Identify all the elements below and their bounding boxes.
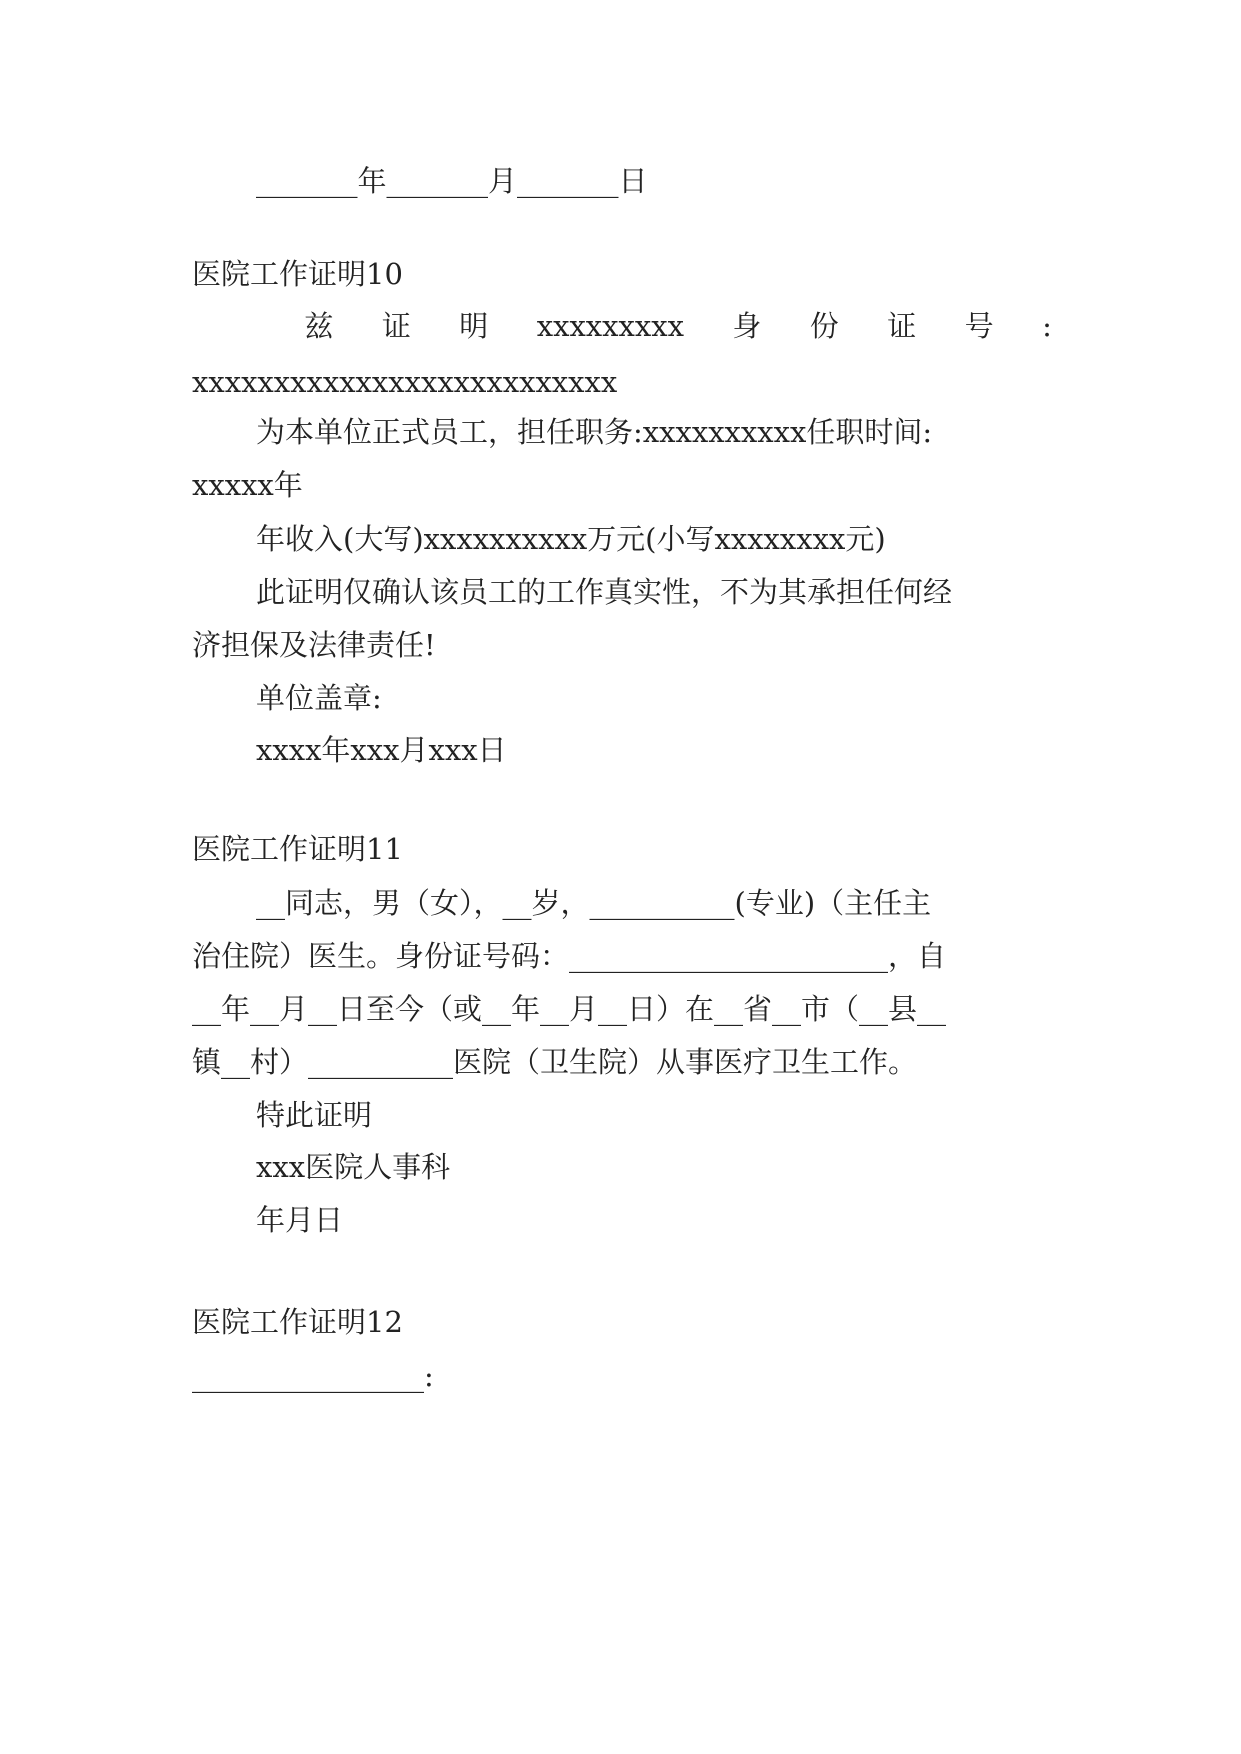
- text-fragment: 明: [459, 309, 489, 343]
- text-fragment: 身: [732, 309, 762, 343]
- section-10-heading: 医院工作证明10: [192, 257, 403, 291]
- section-10-line-6: 此证明仅确认该员工的工作真实性，不为其承担任何经: [256, 575, 953, 609]
- text-fragment: 兹: [304, 309, 334, 343]
- section-10-line-7: 济担保及法律责任!: [192, 628, 436, 662]
- section-11-heading: 医院工作证明11: [192, 832, 403, 866]
- section-11-line-2: 治住院）医生。身份证号码：______________________，自: [192, 939, 947, 973]
- text-fragment: :: [1042, 309, 1052, 343]
- section-11-line-3: __年__月__日至今（或__年__月__日）在__省__市（__县__: [192, 992, 947, 1026]
- text-fragment: 号: [964, 309, 994, 343]
- section-10-line-2: xxxxxxxxxxxxxxxxxxxxxxxxxx: [192, 365, 618, 399]
- section-10-line-5: 年收入(大写)xxxxxxxxxx万元(小写xxxxxxxx元): [256, 522, 886, 556]
- section-10-line-3: 为本单位正式员工，担任职务:xxxxxxxxxx任职时间:: [256, 415, 933, 449]
- section-11-line-4: 镇__村）__________医院（卫生院）从事医疗卫生工作。: [192, 1045, 918, 1079]
- text-fragment: 证: [381, 309, 411, 343]
- section-11-line-6: xxx医院人事科: [256, 1150, 451, 1184]
- date-blank-line: _______年_______月_______日: [256, 164, 648, 198]
- section-12-heading: 医院工作证明12: [192, 1305, 403, 1339]
- text-fragment: 份: [809, 309, 839, 343]
- indent-spacer: [192, 306, 256, 346]
- text-fragment: xxxxxxxxx: [536, 309, 684, 343]
- section-10-line-9: xxxx年xxx月xxx日: [256, 733, 507, 767]
- section-10-line-8: 单位盖章:: [256, 681, 382, 715]
- section-12-line-1: ________________:: [192, 1359, 434, 1393]
- text-fragment: 证: [887, 309, 917, 343]
- section-11-line-1: __同志，男（女），__岁，__________(专业)（主任主: [256, 886, 932, 920]
- section-11-line-5: 特此证明: [256, 1098, 373, 1132]
- section-10-line-4: xxxxx年: [192, 468, 303, 502]
- section-10-line-1: [192, 306, 1052, 346]
- section-11-line-7: 年月日: [256, 1203, 344, 1237]
